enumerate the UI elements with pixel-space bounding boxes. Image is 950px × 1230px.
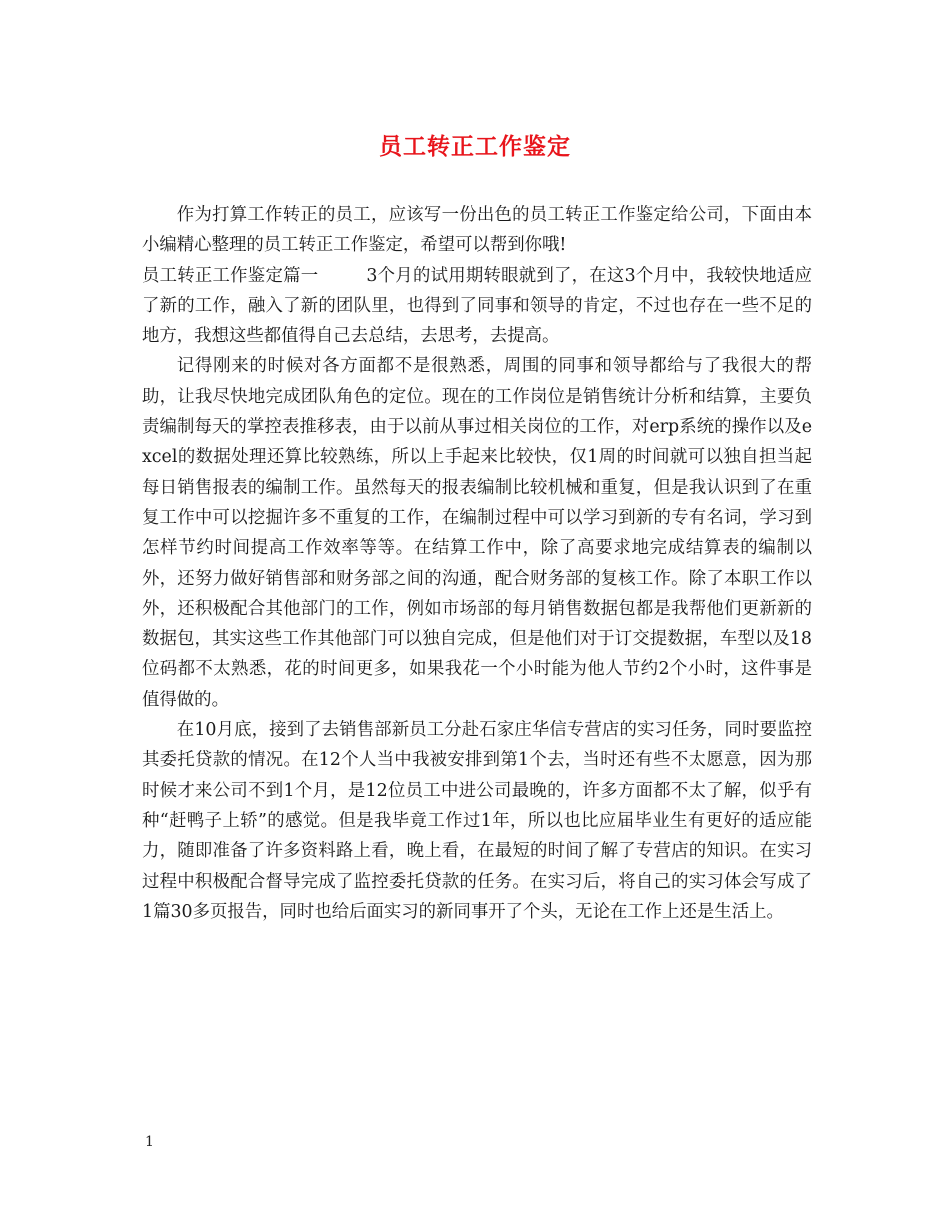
body-paragraph-3: 记得刚来的时候对各方面都不是很熟悉，周围的同事和领导都给与了我很大的帮助，让我尽快地完成团队角色的定位。现在的工作岗位是销售统计分析和结算，主要负责编制每天的掌控表推移表，由于以前从事过相关岗位的工作，对erp系统的操作以及excel的数据处理还算比较熟练，所以上手起来比较快，仅1周的时间就可以独自担当起每日销售报表的编制工作。虽然每天的报表编制比较机械和重复，但是我认识到了在重复工作中可以挖掘许多不重复的工作，在编制过程中可以学习到新的专有名词，学习到怎样节约时间提高工作效率等等。在结算工作中，除了高要求地完成结算表的编制以外，还努力做好销售部和财务部之间的沟通，配合财务部的复核工作。除了本职工作以外，还积极配合其他部门的工作，例如市场部的每月销售数据包都是我帮他们更新新的数据包，其实这些工作其他部门可以独自完成，但是他们对于订交提数据，车型以及18位码都不太熟悉，花的时间更多，如果我花一个小时能为他人节约2个小时，这件事是值得做的。 <box>142 356 812 710</box>
section-one-text: 3个月的试用期转眼就到了，在这3个月中，我较快地适应了新的工作，融入了新的团队里，也得到了同事和领导的肯定，不过也存在一些不足的地方，我想这些都值得自己去总结，去思考，去提高。 <box>142 265 812 347</box>
intro-paragraph: 作为打算工作转正的员工，应该写一份出色的员工转正工作鉴定给公司，下面由本小编精心整理的员工转正工作鉴定，希望可以帮到你哦! <box>142 205 812 256</box>
body-paragraph-4: 在10月底，接到了去销售部新员工分赴石家庄华信专营店的实习任务，同时要监控其委托贷款的情况。在12个人当中我被安排到第1个去，当时还有些不太愿意，因为那时候才来公司不到1个月，是12位员工中进公司最晚的，许多方面都不太了解，似乎有种“赶鸭子上轿”的感觉。但是我毕竟工作过1年，所以也比应届毕业生有更好的适应能力，随即准备了许多资料路上看，晚上看，在最短的时间了解了专营店的知识。在实习过程中积极配合督导完成了监控委托贷款的任务。在实习后，将自己的实习体会写成了1篇30多页报告，同时也给后面实习的新同事开了个头，无论在工作上还是生活上。 <box>142 720 812 922</box>
section-one-heading: 员工转正工作鉴定篇一 <box>142 265 319 286</box>
section-one-paragraph <box>142 261 812 352</box>
document-body <box>142 200 812 927</box>
document-title: 员工转正工作鉴定 <box>379 133 571 160</box>
page-number: 1 <box>145 1134 154 1150</box>
